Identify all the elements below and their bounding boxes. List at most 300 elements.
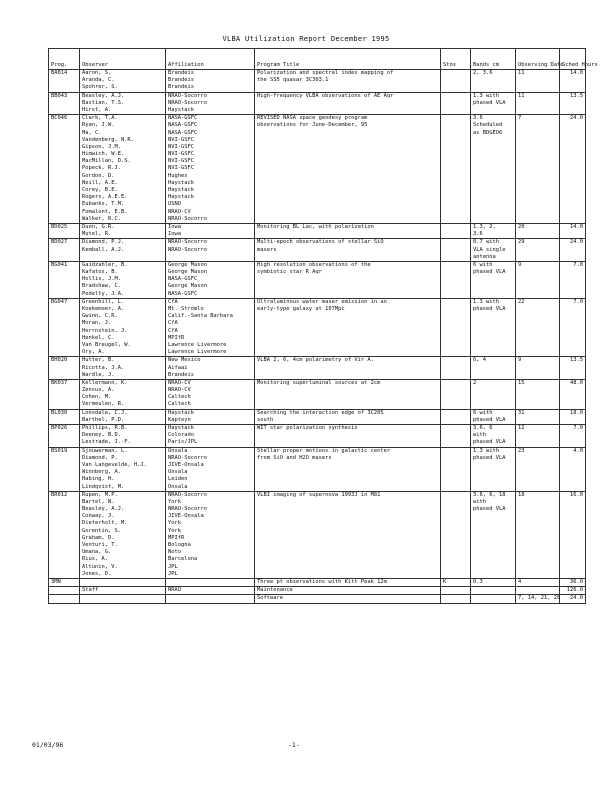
affiliation-line: NVI-GSFC [168, 151, 194, 158]
program-title-cell [255, 587, 441, 595]
observing-date-line: 4 [518, 578, 522, 585]
program-title-line: early-type galaxy at 107Mpc [257, 306, 345, 312]
table-row [49, 587, 586, 595]
bands-line: phased VLA [473, 439, 506, 446]
stns-cell [441, 298, 471, 357]
footer-page-number: -1- [288, 741, 300, 749]
affiliation-line: Aifaai [168, 364, 188, 371]
observing-date-cell [516, 409, 560, 424]
program-title-line: WIT star polarization synthesis [257, 425, 358, 431]
stns-cell [441, 447, 471, 491]
affiliation-cell [166, 223, 255, 238]
observer-line: Conway, J. [82, 513, 115, 520]
bands-cell [471, 115, 516, 224]
affiliation-line: Calif.-Santa Barbara [168, 313, 233, 320]
affiliation-line: Iowa [168, 223, 181, 230]
observer-cell [80, 357, 166, 380]
sched-hours-cell: 18.0 [560, 409, 586, 424]
observer-line: Spohrer, S. [82, 84, 118, 91]
observer-line: Lonsdale, C.J. [82, 409, 128, 416]
bands-line: 3.6 [473, 115, 483, 122]
affiliation-line: Lawrence Livermore [168, 341, 227, 348]
affiliation-line: NRAO-Socorro [168, 246, 207, 253]
affiliation-cell [166, 261, 255, 298]
stns-cell [441, 92, 471, 115]
affiliation-line: NRAO-Socorro [168, 239, 207, 246]
table-body [49, 70, 586, 604]
affiliation-line: NASA-GSFC [168, 290, 198, 297]
affiliation-cell [166, 425, 255, 448]
bands-cell [471, 587, 516, 595]
program-title-cell [255, 447, 441, 491]
affiliation-line: Haystack [168, 409, 194, 416]
program-title-line: masers [257, 246, 277, 253]
program-title-line: from SiO and H2O masers [257, 454, 332, 461]
observer-line: Winnberg, A. [82, 469, 121, 476]
sched-hours-cell: 7.0 [560, 261, 586, 298]
observer-line: Gwinn, C.R. [82, 313, 118, 320]
program-title-line: the SS5 quasar 3C303.1 [257, 77, 329, 84]
prog-cell: BA014 [49, 70, 80, 93]
bands-line: phased VLA [473, 269, 506, 276]
affiliation-line: JIVE-Onsala [168, 513, 204, 520]
observer-line: Kemball, A.J. [82, 246, 125, 253]
bands-line: 3.6, 6 [473, 425, 493, 431]
table-row [49, 298, 586, 357]
observer-line: Koekemoer, A. [82, 306, 125, 312]
affiliation-line: New Mexico [168, 357, 201, 364]
affiliation-cell [166, 115, 255, 224]
affiliation-cell [166, 298, 255, 357]
affiliation-line: Hughes [168, 172, 188, 179]
bands-line: VLA single [473, 246, 506, 253]
observer-line: Gorentin, S. [82, 527, 121, 534]
program-title-line: Stellar proper motions in galactic center [257, 447, 391, 454]
col-header-prog: Prog. [49, 49, 80, 70]
observer-line: Vermeulen, R. [82, 401, 125, 408]
affiliation-cell [166, 379, 255, 409]
sched-hours-cell: 14.0 [560, 70, 586, 93]
affiliation-line: NRAO-Socorro [168, 491, 207, 498]
observing-date-cell [516, 239, 560, 262]
observer-line: Jones, D. [82, 570, 112, 577]
prog-cell [49, 587, 80, 595]
table-row [49, 115, 586, 224]
affiliation-line: Caltech [168, 401, 191, 408]
sched-hours-cell: 48.0 [560, 379, 586, 409]
observer-cell [80, 587, 166, 595]
observing-date-cell [516, 92, 560, 115]
observing-date-cell [516, 447, 560, 491]
observer-cell [80, 239, 166, 262]
observer-line: Beasley, A.J. [82, 92, 125, 99]
affiliation-line: Brandeis [168, 84, 194, 91]
program-title-line: symbiotic star R Aqr [257, 269, 322, 276]
stns-cell [441, 425, 471, 448]
affiliation-line: NRAO-Socorro [168, 506, 207, 513]
observer-line: Bartel, N. [82, 498, 115, 505]
affiliation-cell [166, 70, 255, 93]
stns-cell [441, 70, 471, 93]
sched-hours-cell: 126.0 [560, 587, 586, 595]
observing-date-line: 9 [518, 357, 522, 364]
stns-cell [441, 115, 471, 224]
observer-line: Van Breugel, W. [82, 341, 131, 348]
program-title-line: Monitoring superluminal sources at 2cm [257, 379, 381, 386]
observing-date-cell [516, 223, 560, 238]
program-title-cell [255, 298, 441, 357]
prog-cell [49, 595, 80, 603]
observer-line: Henkel, C. [82, 334, 115, 341]
program-title-line: Multi-epoch observations of stellar SiO [257, 239, 384, 246]
program-title-cell [255, 409, 441, 424]
observer-cell [80, 298, 166, 357]
affiliation-line: York [168, 520, 181, 527]
observer-line: Aaron, S. [82, 70, 112, 76]
observer-line: Rius, A. [82, 556, 108, 563]
sched-hours-cell: 36.0 [560, 578, 586, 586]
program-title-cell [255, 357, 441, 380]
bands-line: phased VLA [473, 454, 506, 461]
observer-line: Hirst, A. [82, 106, 112, 113]
program-title-cell [255, 379, 441, 409]
affiliation-line: USNO [168, 201, 181, 208]
observing-date-line: 22 [518, 298, 525, 305]
prog-cell: 3MN [49, 578, 80, 586]
observer-line: Eubanks, T.M. [82, 201, 125, 208]
observing-date-line: 31 [518, 409, 525, 416]
observer-line: Walker, R.C. [82, 215, 121, 222]
observer-line: Moran, J. [82, 320, 112, 327]
affiliation-cell [166, 491, 255, 578]
program-title-cell [255, 595, 441, 603]
bands-line: 2 [473, 379, 477, 386]
observing-date-cell [516, 491, 560, 578]
affiliation-line: CfA [168, 327, 178, 334]
col-header-affiliation: Affiliation [166, 49, 255, 70]
affiliation-line: NVI-GSFC [168, 143, 194, 150]
stns-cell [441, 491, 471, 578]
sched-hours-cell: 7.0 [560, 298, 586, 357]
stns-cell [441, 379, 471, 409]
observing-date-cell [516, 298, 560, 357]
program-title-line: VLBI imaging of supernova 1993J in M81 [257, 491, 381, 498]
bands-line: 1.3, 2, [473, 223, 496, 230]
prog-cell: BG047 [49, 298, 80, 357]
program-title-line: Monitoring BL Lac, with polarization [257, 223, 374, 230]
utilization-table [48, 48, 598, 604]
affiliation-line: NRAO-CV [168, 379, 191, 386]
observing-date-line: 9 [518, 261, 522, 268]
observer-line: Zensus, A. [82, 387, 115, 394]
affiliation-line: Lawrence Livermore [168, 349, 227, 356]
affiliation-cell [166, 409, 255, 424]
affiliation-line: Iowa [168, 231, 181, 238]
program-title-cell [255, 115, 441, 224]
bands-line: 1.3 with [473, 298, 499, 305]
prog-cell: BC046 [49, 115, 80, 224]
affiliation-line: Caltech [168, 394, 191, 401]
observer-line: Kellermann, K. [82, 379, 128, 386]
stns-cell [441, 587, 471, 595]
observer-line: Diamond, P.J. [82, 239, 125, 246]
affiliation-line: NRAO-Socorro [168, 454, 207, 461]
affiliation-line: MPIfR [168, 534, 185, 541]
observer-line: Dunn, G.R. [82, 223, 115, 230]
prog-cell: BP026 [49, 425, 80, 448]
affiliation-line: George Mason [168, 269, 207, 276]
observer-line: Ricotta, J.A. [82, 364, 125, 371]
table-row [49, 409, 586, 424]
observing-date-line: 23 [518, 447, 525, 454]
observer-line: Clark, T.A. [82, 115, 118, 122]
observing-date-cell [516, 357, 560, 380]
prog-cell: BG041 [49, 261, 80, 298]
stns-cell [441, 261, 471, 298]
affiliation-line: Paris/JPL [168, 439, 198, 446]
affiliation-line: York [168, 527, 181, 534]
bands-line: 6 with [473, 261, 493, 268]
affiliation-cell [166, 447, 255, 491]
observer-cell [80, 261, 166, 298]
table-row [49, 425, 586, 448]
table-row [49, 357, 586, 380]
bands-cell [471, 595, 516, 603]
observer-cell [80, 379, 166, 409]
affiliation-line: Bologna [168, 542, 191, 548]
sched-hours-cell: 24.0 [560, 115, 586, 224]
observer-line: Dieterholt, M. [82, 520, 128, 527]
affiliation-line: George Mason [168, 283, 207, 290]
observer-line: Habing, H. [82, 476, 115, 483]
affiliation-line: JPL [168, 570, 178, 577]
program-title-cell [255, 261, 441, 298]
table-row [49, 595, 586, 603]
observer-line: Ma, C. [82, 129, 102, 136]
observer-cell [80, 595, 166, 603]
observer-line: Gipson, J.M. [82, 143, 121, 150]
observer-line: Pedelty, J.A. [82, 290, 125, 297]
bands-line: phased VLA [473, 99, 506, 106]
observing-date-line: 15 [518, 379, 525, 386]
observer-line: Vandenberg, N.R. [82, 136, 134, 143]
affiliation-line: Haystack [168, 106, 194, 113]
stns-cell [441, 223, 471, 238]
bands-line [473, 587, 513, 594]
prog-cell: BR012 [49, 491, 80, 578]
affiliation-line: Haystack [168, 194, 194, 201]
affiliation-line: NRAO-Socorro [168, 92, 207, 99]
bands-line: 1.3 with [473, 92, 499, 99]
stns-cell [441, 239, 471, 262]
affiliation-line: Kapteyn [168, 416, 191, 423]
observing-date-cell [516, 578, 560, 586]
bands-line: phased VLA [473, 506, 506, 513]
col-header-bands: Bands cm [471, 49, 516, 70]
observer-line: Altunin, V. [82, 563, 118, 570]
sched-hours-cell: 13.5 [560, 357, 586, 380]
observer-cell [80, 425, 166, 448]
bands-line: with [473, 432, 486, 439]
affiliation-line: NVI-GSFC [168, 158, 194, 165]
affiliation-line: JPL [168, 563, 178, 570]
observing-date-line: 20 [518, 223, 525, 230]
program-title-line: Software [257, 595, 283, 602]
affiliation-line: York [168, 498, 181, 505]
bands-line: 3.6 [473, 231, 483, 238]
observer-line: Gaidzahler, B. [82, 261, 128, 268]
program-title-cell [255, 239, 441, 262]
observing-date-line: 11 [518, 92, 525, 99]
observer-line: Neill, A.E. [82, 179, 118, 186]
affiliation-line: NRAO-CV [168, 387, 191, 394]
observing-date-cell [516, 595, 560, 603]
bands-cell [471, 578, 516, 586]
program-title-line: Searching the interaction edge of 3C205 [257, 409, 384, 416]
observer-line: Greenhill, L. [82, 298, 125, 305]
bands-line: 6, 4 [473, 357, 486, 364]
affiliation-line: Onsala [168, 469, 188, 476]
sched-hours-cell: 16.0 [560, 491, 586, 578]
observer-line: Van Langevelde, H.J. [82, 461, 147, 468]
affiliation-line: NASA-GSFC [168, 115, 198, 122]
affiliation-line: NRAO-Socorro [168, 99, 207, 106]
observer-line: Gordon, D. [82, 172, 115, 179]
col-header-sched-hours: Sched Hours [560, 49, 586, 70]
program-title-line: Ultraluminous water maser emission in an [257, 298, 387, 305]
bands-line: 3.6, 6, 18 [473, 491, 506, 498]
observing-date-line: 7 [518, 115, 522, 122]
observer-line: Diamond, P. [82, 454, 118, 461]
col-header-program-title: Program Title [255, 49, 441, 70]
affiliation-line: Noto [168, 549, 181, 556]
observer-line: Lestrade, J.-F. [82, 439, 131, 446]
prog-cell: BS019 [49, 447, 80, 491]
col-header-stns: Stns [441, 49, 471, 70]
observing-date-cell [516, 379, 560, 409]
sched-hours-cell: 14.0 [560, 223, 586, 238]
program-title-line: south [257, 416, 274, 423]
stns-cell [441, 409, 471, 424]
observer-line: Lindqvist, M. [82, 483, 125, 490]
affiliation-cell [166, 239, 255, 262]
affiliation-cell [166, 92, 255, 115]
observer-cell [80, 115, 166, 224]
affiliation-line: NRAO [168, 587, 181, 594]
affiliation-line [168, 579, 252, 586]
observing-date-line: 11 [518, 70, 525, 76]
observer-line: MacMillan, D.S. [82, 158, 131, 165]
affiliation-line: CfA [168, 320, 178, 327]
sched-hours-cell: 4.0 [560, 447, 586, 491]
bands-line: 1.3 with [473, 447, 499, 454]
affiliation-line: Haystack [168, 179, 194, 186]
affiliation-line: Leiden [168, 476, 188, 483]
report-title: VLBA Utilization Report December 1995 [222, 35, 390, 43]
col-header-observer: Observer [80, 49, 166, 70]
observer-line: Phillips, R.B. [82, 425, 128, 431]
bands-line: as BDGEO6 [473, 129, 503, 136]
program-title-cell [255, 491, 441, 578]
table-row [49, 223, 586, 238]
bands-line [473, 595, 513, 602]
table-row [49, 92, 586, 115]
bands-cell [471, 425, 516, 448]
observing-date-cell [516, 70, 560, 93]
stns-cell [441, 357, 471, 380]
affiliation-line [168, 595, 252, 602]
bands-cell [471, 70, 516, 93]
affiliation-line: Haystack [168, 425, 194, 431]
table-row [49, 578, 586, 586]
bands-line: phased VLA [473, 416, 506, 423]
table-row [49, 491, 586, 578]
observer-line: Rogers, A.E.E. [82, 194, 128, 201]
affiliation-line: Haystack [168, 187, 194, 193]
affiliation-cell [166, 595, 255, 603]
observer-line: Popeck, R.J. [82, 165, 121, 172]
observer-line: Wardle, J. [82, 371, 115, 378]
table-row [49, 261, 586, 298]
bands-line: antenna [473, 253, 496, 260]
observer-line: Cohen, M. [82, 394, 112, 401]
program-title-line: REVISED NASA space geodesy program [257, 115, 368, 122]
prog-cell: BK037 [49, 379, 80, 409]
table-row [49, 239, 586, 262]
observer-line: Beasley, A.J. [82, 506, 125, 513]
sched-hours-cell: 24.0 [560, 239, 586, 262]
affiliation-line: CfA [168, 298, 178, 305]
observer-line: Hollis, J.M. [82, 276, 121, 283]
observer-line: Hutter, B. [82, 357, 115, 364]
program-title-line: Polarization and spectral index mapping of [257, 70, 394, 76]
observing-date-line: 12 [518, 425, 525, 431]
observer-line: Himwich, W.E. [82, 151, 125, 158]
affiliation-line: Colorado [168, 432, 194, 439]
affiliation-line: Brandeis [168, 371, 194, 378]
observer-line: Bastian, T.S. [82, 99, 125, 106]
stns-cell: K [441, 578, 471, 586]
observer-cell [80, 70, 166, 93]
bands-cell [471, 239, 516, 262]
program-title-cell [255, 578, 441, 586]
bands-cell [471, 357, 516, 380]
table-header-row [49, 49, 586, 70]
affiliation-line: NASA-GSFC [168, 122, 198, 129]
observing-date-line: 18 [518, 491, 525, 498]
table-row [49, 379, 586, 409]
observer-line: Barthel, P.D. [82, 416, 125, 423]
affiliation-line: Mt. Stromlo [168, 306, 204, 312]
observing-date-cell [516, 425, 560, 448]
observer-line: Kafatos, B. [82, 269, 118, 276]
sched-hours-cell: 13.5 [560, 92, 586, 115]
program-title-line: Maintenance [257, 587, 293, 594]
observer-line: Sjouwerman, L. [82, 447, 128, 454]
program-title-line: High-frequency VLBA observations of AE Aqr [257, 92, 394, 99]
bands-line: 2, 3.6 [473, 70, 493, 76]
affiliation-line: NRAO-Socorro [168, 215, 207, 222]
bands-line: 6 with [473, 409, 493, 416]
observing-date-cell [516, 587, 560, 595]
observer-line [82, 579, 163, 586]
observer-line: Staff [82, 587, 99, 594]
prog-cell: BL030 [49, 409, 80, 424]
bands-cell [471, 298, 516, 357]
observer-line: Bradshaw, C. [82, 283, 121, 290]
affiliation-line: JIVE-Onsala [168, 461, 204, 468]
observer-line: Mutel, R. [82, 231, 112, 238]
